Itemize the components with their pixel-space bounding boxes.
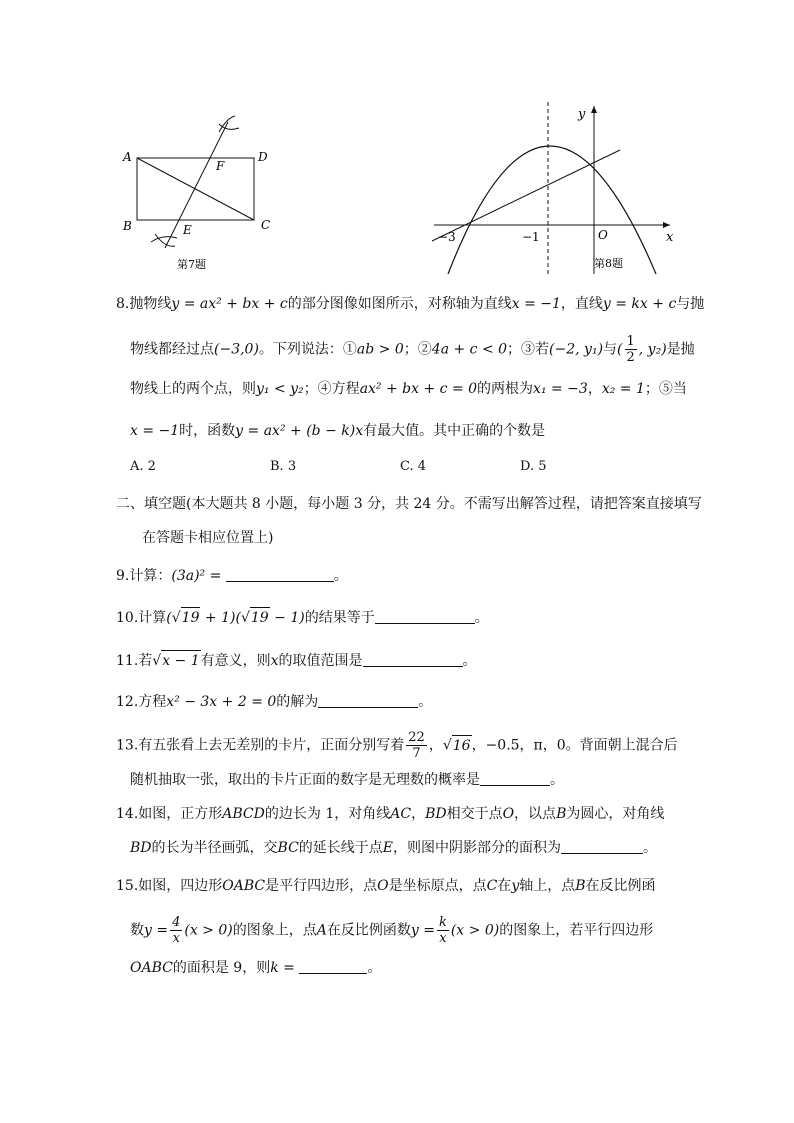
x-axis-arrow xyxy=(663,222,670,228)
q8-text: 。下列说法：① xyxy=(258,341,357,358)
q15-point-b: B xyxy=(575,878,586,894)
q9-text: 9.计算： xyxy=(116,568,172,584)
q15-text: 在反比例函数 xyxy=(326,922,411,939)
q15-condition: (x > 0) xyxy=(450,922,500,939)
fraction-denominator: x xyxy=(439,931,447,946)
q15-function-b: y = xyxy=(144,922,169,939)
arc-mark-bottom-1 xyxy=(151,237,177,242)
label-e: E xyxy=(183,223,192,237)
q8-text: 是抛 xyxy=(666,341,695,358)
q8-point-2-close: , y₂) xyxy=(638,341,667,358)
figure-8-caption: 第8题 xyxy=(594,257,623,270)
q10-text: 10.计算 xyxy=(116,610,167,626)
q12-text: 的解为 xyxy=(276,694,319,710)
q14-text: 的延长线于点 xyxy=(298,840,383,856)
q15-text: 在反比例函 xyxy=(585,878,656,894)
q8-line-4 xyxy=(130,421,545,441)
q8-text: 与 xyxy=(603,341,618,358)
q8-text: ；④方程 xyxy=(303,381,360,397)
q10-operator: + 1)( xyxy=(200,610,241,626)
y-axis-arrow xyxy=(591,106,597,113)
q8-option-c[interactable]: C. 4 xyxy=(400,459,427,474)
q14-diagonal-ac: AC xyxy=(390,806,412,822)
q15-parallelogram: OABC xyxy=(130,960,173,976)
q13-text: 13.有五张看上去无差别的卡片，正面分别写着 xyxy=(116,737,405,754)
q15-point-c: C xyxy=(486,878,498,894)
q11-text: 11.若 xyxy=(116,653,153,669)
q14-point-b: B xyxy=(556,806,567,822)
q8-prefix: 8.抛物线 xyxy=(116,296,172,312)
q8-line-3 xyxy=(130,379,687,399)
q8-text: 的两根为 xyxy=(477,381,534,397)
q14-point-o: O xyxy=(502,806,515,822)
label-origin: O xyxy=(598,228,608,242)
section-2-heading: 二、填空题(本大题共 8 小题，每小题 3 分，共 24 分。不需写出解答过程，请把答案直接填写 xyxy=(116,496,702,512)
q14-text: 的边长为 1，对角线 xyxy=(264,806,391,822)
q14-diagonal-bd: BD xyxy=(425,806,447,822)
question-15-line-3 xyxy=(130,958,381,978)
q8-text: 时，函数 xyxy=(179,423,236,439)
q15-text: 的图象上，点 xyxy=(232,922,317,939)
question-10: 10.计算(√19 + 1)(√19 − 1)的结果等于 。 xyxy=(116,607,489,628)
q8-point: (−3,0) xyxy=(214,341,259,358)
q11-radicand: x − 1 xyxy=(161,650,200,671)
q11-text: 有意义，则 xyxy=(200,653,271,669)
q10-operator: − 1) xyxy=(269,610,305,626)
q8-root-1: x₁ = −3 xyxy=(533,381,588,397)
q14-text: 相交于点 xyxy=(446,806,503,822)
q15-text: 数 xyxy=(130,922,144,939)
q8-statement-3: y₁ < y₂ xyxy=(256,381,304,397)
question-14-line-1 xyxy=(116,804,664,824)
q15-point-a: A xyxy=(316,922,327,939)
q8-root-2: x₂ = 1 xyxy=(601,381,645,397)
q15-fraction-kx xyxy=(437,915,449,946)
q10-radicand-2: 19 xyxy=(250,607,270,628)
figure-7 xyxy=(115,110,285,275)
q15-fraction-4x xyxy=(170,915,182,946)
q8-line-1 xyxy=(116,294,704,314)
q14-text: ，以点 xyxy=(514,806,557,822)
q10-paren: ( xyxy=(166,610,172,626)
q14-text: ，则图中阴影部分的面积为 xyxy=(393,840,562,856)
q8-text: 与抛 xyxy=(676,296,705,312)
q13-radicand: 16 xyxy=(452,735,472,756)
q14-text: 。 xyxy=(643,840,658,856)
fraction-numerator: 1 xyxy=(626,334,635,349)
question-13-line-2 xyxy=(130,770,564,790)
q11-text: 的取值范围是 xyxy=(278,653,363,669)
q15-text: 15.如图，四边形 xyxy=(116,878,223,894)
question-12 xyxy=(116,692,432,712)
q15-point-o: O xyxy=(377,878,389,894)
q8-statement-2: 4a + c < 0 xyxy=(431,341,508,358)
q14-point-e: E xyxy=(382,840,394,856)
q8-axis-equation: x = −1 xyxy=(511,296,561,312)
q8-point-2-open: ( xyxy=(617,341,623,358)
q9-answer-blank[interactable] xyxy=(226,567,334,582)
q14-square: ABCD xyxy=(222,806,265,822)
arc-mark-bottom-2 xyxy=(155,234,175,246)
q9-expression: (3a)² = xyxy=(171,568,222,584)
q15-answer-blank[interactable] xyxy=(299,959,367,974)
q11-variable: x xyxy=(270,653,279,669)
q8-line-2 xyxy=(130,334,695,365)
q15-text: 的面积是 9，则 xyxy=(172,960,271,976)
fraction-numerator: k xyxy=(438,915,447,930)
q11-text: 。 xyxy=(462,653,477,669)
q12-text: 12.方程 xyxy=(116,694,167,710)
q11-answer-blank[interactable] xyxy=(363,652,463,667)
q14-text: 为圆心，对角线 xyxy=(566,806,665,822)
q8-text: ；③若 xyxy=(507,341,550,358)
label-b: B xyxy=(123,219,132,233)
q15-text: 是平行四边形，点 xyxy=(265,878,378,894)
q8-option-d[interactable]: D. 5 xyxy=(520,459,547,474)
question-11: 11.若√x − 1有意义，则x的取值范围是 。 xyxy=(116,650,477,671)
q8-function: y = ax² + (b − k)x xyxy=(235,423,364,439)
q14-text: 的长为半径画弧，交 xyxy=(151,840,278,856)
label-c: C xyxy=(261,218,271,232)
label-y: y xyxy=(578,107,586,122)
q13-text: ， xyxy=(428,737,443,754)
q14-text: ， xyxy=(411,806,426,822)
q8-text: ；② xyxy=(403,341,432,358)
question-13-line-1: 13.有五张看上去无差别的卡片，正面分别写着 $\frac{22}{7}$ ，√16，−0.5，π，0。背面朝上混合后 xyxy=(116,730,678,761)
q12-answer-blank[interactable] xyxy=(318,693,418,708)
fraction-numerator: 22 xyxy=(408,730,425,745)
q15-parallelogram: OABC xyxy=(222,878,266,894)
label-d: D xyxy=(258,150,268,164)
q8-text: 物线上的两个点，则 xyxy=(130,381,256,397)
label-f: F xyxy=(216,159,225,173)
question-15-line-1 xyxy=(116,876,656,896)
q13-text: ，−0.5，π，0。背面朝上混合后 xyxy=(471,737,678,754)
q14-answer-blank[interactable] xyxy=(561,839,643,854)
q8-condition: x = −1 xyxy=(130,423,180,439)
q8-option-a[interactable]: A. 2 xyxy=(130,459,156,474)
q15-k: k = xyxy=(270,960,295,976)
q15-text: 是坐标原点，点 xyxy=(388,878,487,894)
q15-text: 的图象上，若平行四边形 xyxy=(499,922,654,939)
parabola xyxy=(448,146,656,274)
q10-text: 的结果等于 xyxy=(304,610,375,626)
fraction-denominator: 7 xyxy=(412,746,421,761)
q8-line-equation: y = kx + c xyxy=(602,296,677,312)
q8-text: ；⑤当 xyxy=(644,381,687,397)
q15-function-a: y = xyxy=(410,922,435,939)
diagonal-ac xyxy=(137,158,254,220)
q8-parabola-equation: y = ax² + bx + c xyxy=(171,296,288,312)
fraction-denominator: 2 xyxy=(626,350,635,365)
figure-8-drawing xyxy=(430,98,690,278)
perpendicular-bisector xyxy=(165,122,228,248)
q12-text: 。 xyxy=(418,694,433,710)
question-15-line-2 xyxy=(130,915,653,946)
q8-text: ，直线 xyxy=(560,296,603,312)
q13-text: 。 xyxy=(550,772,564,788)
q14-segment-bc: BC xyxy=(277,840,299,856)
q15-condition: (x > 0) xyxy=(184,922,233,939)
q15-text: 。 xyxy=(367,960,382,976)
q13-text: 随机抽取一张，取出的卡片正面的数字是无理数的概率是 xyxy=(130,772,480,788)
label-x: x xyxy=(666,230,674,245)
q8-text: 有最大值。其中正确的个数是 xyxy=(363,423,546,439)
q10-answer-blank[interactable] xyxy=(375,609,475,624)
fraction-numerator: 4 xyxy=(172,915,181,930)
straight-line xyxy=(432,150,620,241)
q14-segment-bd: BD xyxy=(130,840,152,856)
label-a: A xyxy=(123,150,132,164)
q8-text: 物线都经过点 xyxy=(130,341,214,358)
q14-text: 14.如图，正方形 xyxy=(116,806,223,822)
q12-equation: x² − 3x + 2 = 0 xyxy=(166,694,277,710)
section-2-heading-cont: 在答题卡相应位置上) xyxy=(142,530,274,546)
q15-y-axis: y xyxy=(511,878,520,894)
figure-8 xyxy=(430,98,690,278)
q8-equation: ax² + bx + c = 0 xyxy=(359,381,478,397)
q13-fraction xyxy=(406,730,427,761)
q8-statement-1: ab > 0 xyxy=(356,341,404,358)
q10-text: 。 xyxy=(474,610,489,626)
figure-7-drawing xyxy=(115,110,285,275)
label-minus-3: −3 xyxy=(438,230,456,244)
fraction-denominator: x xyxy=(172,931,180,946)
q8-point-1: (−2, y₁) xyxy=(549,341,604,358)
question-14-line-2 xyxy=(130,838,657,858)
q9-text: 。 xyxy=(333,568,348,584)
q8-option-b[interactable]: B. 3 xyxy=(270,459,297,474)
figure-7-caption: 第7题 xyxy=(177,258,206,271)
q13-answer-blank[interactable] xyxy=(480,771,550,786)
q8-fraction-half xyxy=(625,334,637,365)
q10-radicand-1: 19 xyxy=(181,607,201,628)
q8-text: ， xyxy=(587,381,602,397)
q15-text: 轴上，点 xyxy=(519,878,576,894)
question-9 xyxy=(116,566,348,586)
q8-text: 的部分图像如图所示，对称轴为直线 xyxy=(287,296,512,312)
q15-text: 在 xyxy=(497,878,512,894)
label-minus-1: −1 xyxy=(522,230,540,244)
